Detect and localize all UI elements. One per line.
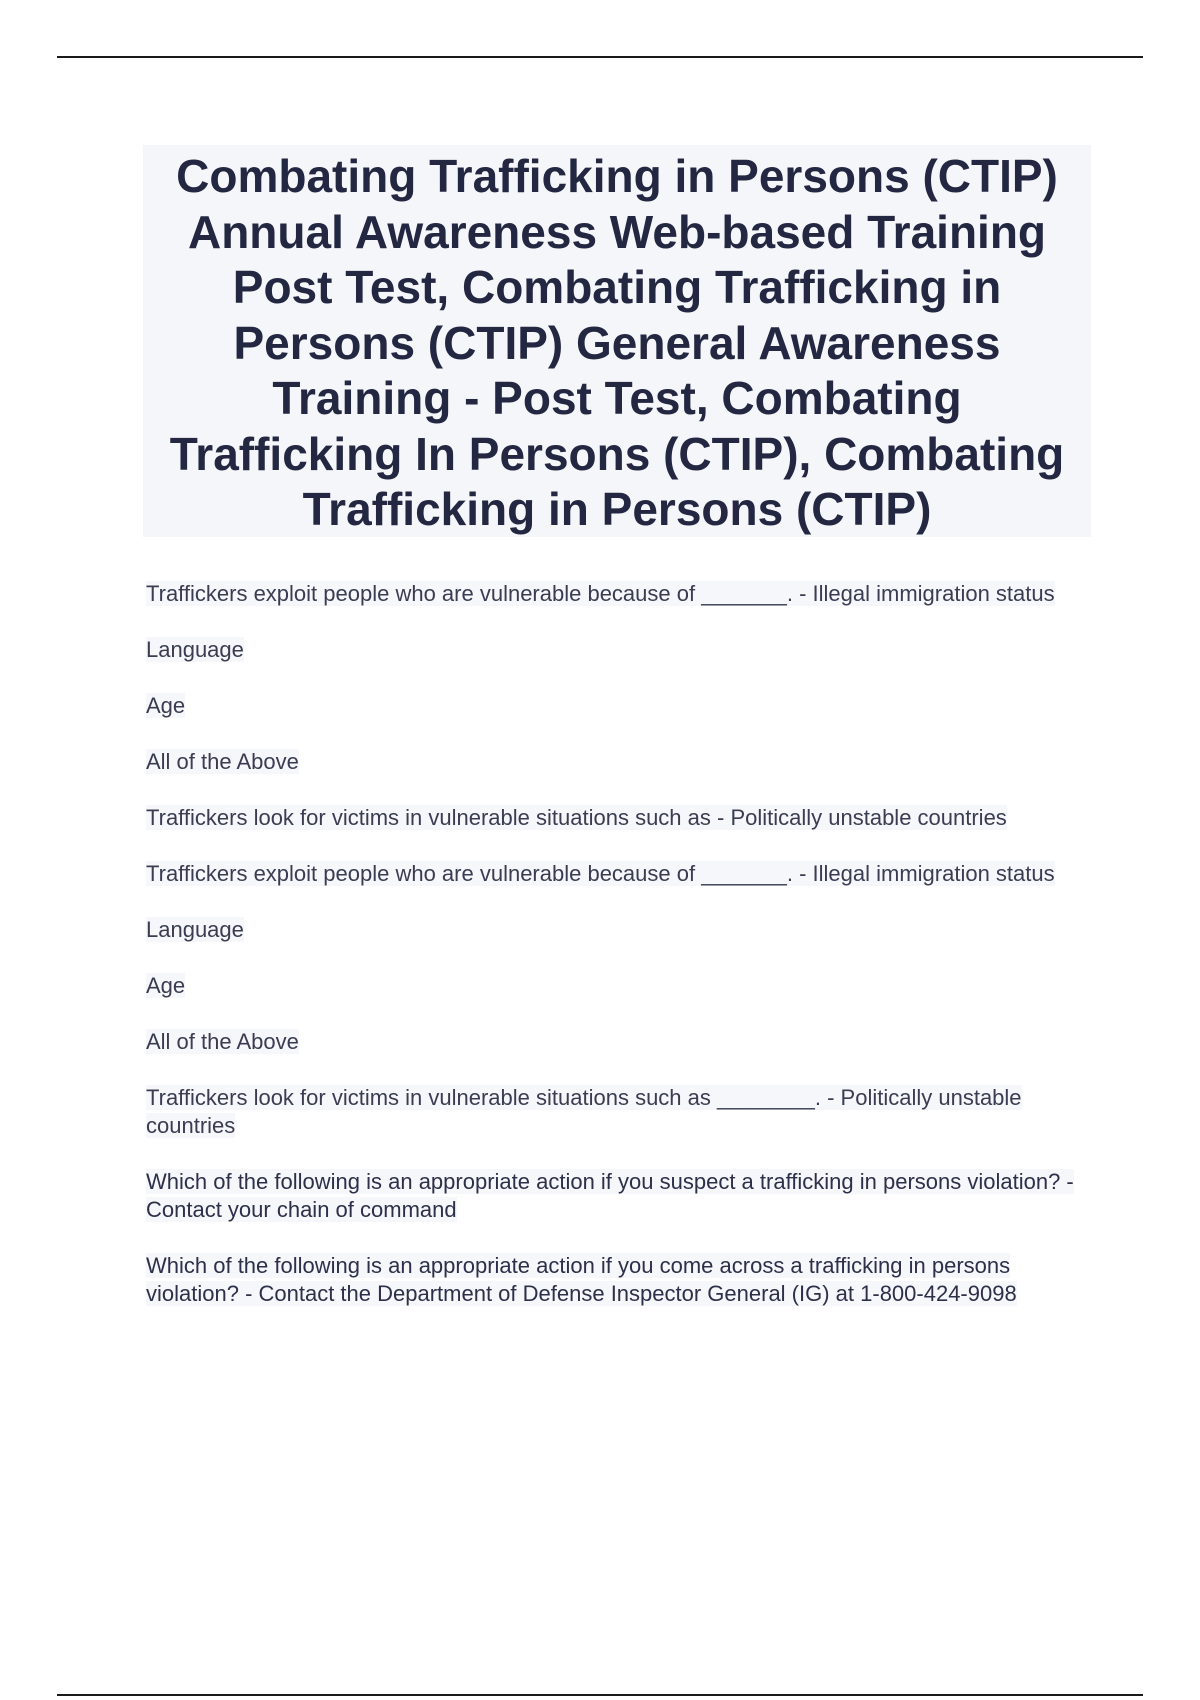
answer-option (146, 748, 1086, 776)
answer-option (146, 1028, 1086, 1056)
qa-item-text: Traffickers look for victims in vulnerable situations such as - Politically unstable countries (146, 805, 1007, 830)
qa-item-text: Which of the following is an appropriate action if you come across a trafficking in persons violation? - Contact the Department of Defense Inspector General (IG) at 1-800-424-9098 (146, 1253, 1017, 1306)
answer-option-text: Language (146, 917, 244, 942)
title-line: Persons (CTIP) General Awareness (233, 316, 1001, 369)
document-title (143, 145, 1091, 537)
qa-item (146, 580, 1086, 608)
answer-option (146, 972, 1086, 1000)
title-line: Trafficking in Persons (CTIP) (302, 483, 932, 535)
qa-item (146, 1168, 1086, 1224)
title-line: Trafficking In Persons (CTIP), Combating (169, 427, 1065, 480)
qa-item (146, 1252, 1086, 1308)
answer-option (146, 692, 1086, 720)
qa-item (146, 804, 1086, 832)
title-line: Post Test, Combating Trafficking in (232, 261, 1002, 313)
answer-option (146, 916, 1086, 944)
answer-option (146, 636, 1086, 664)
qa-item-text: Traffickers exploit people who are vulnerable because of _______. - Illegal immigration status (146, 581, 1055, 606)
title-line: Training - Post Test, Combating (272, 372, 962, 424)
title-line: Combating Trafficking in Persons (CTIP) (176, 150, 1058, 202)
qa-list (146, 580, 1086, 1336)
qa-item-text: Which of the following is an appropriate action if you suspect a trafficking in persons violation? - Contact your chain of command (146, 1169, 1074, 1222)
top-rule (57, 56, 1143, 58)
answer-option-text: Age (146, 973, 186, 998)
answer-option-text: All of the Above (146, 749, 299, 774)
answer-option-text: Age (146, 693, 186, 718)
answer-option-text: Language (146, 637, 244, 662)
qa-item-text: Traffickers look for victims in vulnerable situations such as ________. - Politically unstable countries (146, 1085, 1022, 1138)
qa-item (146, 1084, 1086, 1140)
qa-item (146, 860, 1086, 888)
title-line: Annual Awareness Web-based Training (187, 205, 1047, 258)
bottom-rule (57, 1694, 1143, 1696)
qa-item-text: Traffickers exploit people who are vulnerable because of _______. - Illegal immigration status (146, 861, 1055, 886)
answer-option-text: All of the Above (146, 1029, 299, 1054)
